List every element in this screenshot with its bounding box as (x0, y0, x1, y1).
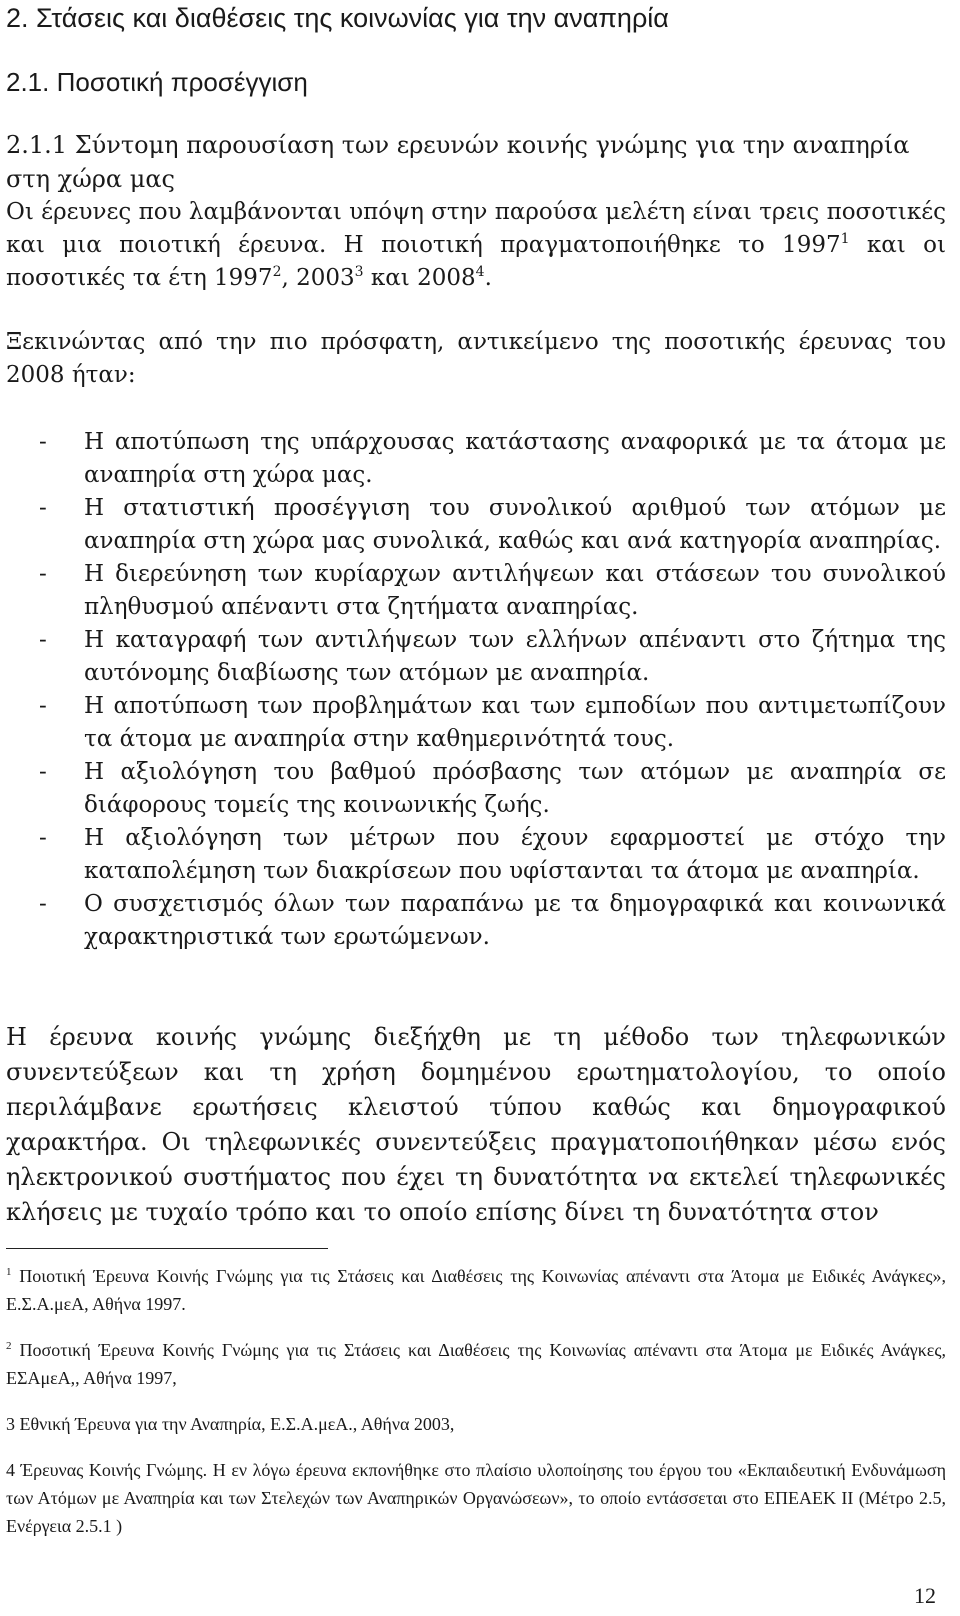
footnote-3: 3 Εθνική Έρευνα για την Αναπηρία, Ε.Σ.Α.μεΑ., Αθήνα 2003, (6, 1414, 455, 1434)
subsection-heading: 2.1. Ποσοτική προσέγγιση (6, 67, 308, 97)
dash-bullet: - (39, 693, 47, 719)
dash-bullet: - (39, 825, 47, 851)
footnote-4: 4 Έρευνας Κοινής Γνώμης. Η εν λόγω έρευνα εκπονήθηκε στο πλαίσιο υλοποίησης του έργου του «Εκπαιδευτική Ενδυνάμωση των Ατόμων με Αναπηρία και των Στελεχών των Αναπηρικών Οργανώσεων», το οποίο εντάσσεται στο ΕΠΕΑΕΚ ΙΙ (Μέτρο 2.5, Ενέργεια 2.5.1 ) (6, 1460, 946, 1536)
method-paragraph: Η έρευνα κοινής γνώμης διεξήχθη με τη μέθοδο των τηλεφωνικών συνεντεύξεων και τη χρήση δομημένου ερωτηματολογίου, το οποίο περιλάμβανε ερωτήσεις κλειστού τύπου καθώς και δημογραφικού χαρακτήρα. Οι τηλεφωνικές συνεντεύξεις πραγματοποιήθηκαν μέσω ενός ηλεκτρονικού συστήματος που έχει τη δυνατότητα να εκτελεί τηλεφωνικές κλήσεις με τυχαίο τρόπο και το οποίο επίσης δίνει τη δυνατότητα στον (6, 1023, 946, 1226)
objectives-list (6, 426, 946, 954)
section-heading: 2. Στάσεις και διαθέσεις της κοινωνίας για την αναπηρία (6, 3, 669, 33)
footnote-ref-2[interactable]: 2 (272, 264, 282, 280)
footnote-1: $^1$ Ποιοτική Έρευνα Κοινής Γνώμης για τις Στάσεις και Διαθέσεις της Κοινωνίας απέναντι στα Άτομα με Ειδικές Ανάγκες», Ε.Σ.Α.μεΑ, Αθήνα 1997. (6, 1266, 946, 1314)
dash-bullet: - (39, 495, 47, 521)
dash-bullet: - (39, 759, 47, 785)
dash-bullet: - (39, 891, 47, 917)
subsubsection-heading: 2.1.1 Σύντομη παρουσίαση των ερευνών κοινής γνώμης για την αναπηρία στη χώρα μας (6, 131, 910, 193)
list-item: - Η αξιολόγηση του βαθμού πρόσβασης των ατόμων με αναπηρία σε διάφορους τομείς της κοινωνικής ζωής. (6, 756, 946, 822)
list-item: - Η αποτύπωση της υπάρχουσας κατάστασης αναφορικά με τα άτομα με αναπηρία στη χώρα μας. (6, 426, 946, 492)
list-item: - Η αξιολόγηση των μέτρων που έχουν εφαρμοστεί με στόχο την καταπολέμηση των διακρίσεων που υφίστανται τα άτομα με αναπηρία. (6, 822, 946, 888)
footnote-separator (6, 1248, 328, 1249)
list-item: - Η στατιστική προσέγγιση του συνολικού αριθμού των ατόμων με αναπηρία στη χώρα μας συνολικά, καθώς και ανά κατηγορία αναπηρίας. (6, 492, 946, 558)
list-item: - Η αποτύπωση των προβλημάτων και των εμποδίων που αντιμετωπίζουν τα άτομα με αναπηρία στην καθημερινότητά τους. (6, 690, 946, 756)
footnote-ref-4[interactable]: 4 (475, 264, 485, 280)
page-number: 12 (914, 1583, 936, 1608)
lead-paragraph: Ξεκινώντας από την πιο πρόσφατη, αντικείμενο της ποσοτικής έρευνας του 2008 ήταν: (6, 329, 946, 388)
footnote-ref-1[interactable]: 1 (840, 231, 850, 247)
dash-bullet: - (39, 429, 47, 455)
intro-paragraph: Οι έρευνες που λαμβάνονται υπόψη στην παρούσα μελέτη είναι τρεις ποσοτικές και μια ποιοτική έρευνα. Η ποιοτική πραγματοποιήθηκε το 1997$^1$ και οι ποσοτικές τα έτη 1997$^2$, 2003$^3$ και 2008$^4$. (6, 199, 947, 291)
list-item: - Η καταγραφή των αντιλήψεων των ελλήνων απέναντι στο ζήτημα της αυτόνομης διαβίωσης των ατόμων με αναπηρία. (6, 624, 946, 690)
footnote-2: $^2$ Ποσοτική Έρευνα Κοινής Γνώμης για τις Στάσεις και Διαθέσεις της Κοινωνίας απέναντι στα Άτομα με Ειδικές Ανάγκες, ΕΣΑμεΑ,, Αθήνα 1997, (6, 1340, 946, 1388)
list-item: - Η διερεύνηση των κυρίαρχων αντιλήψεων και στάσεων του συνολικού πληθυσμού απέναντι στα ζητήματα αναπηρίας. (6, 558, 946, 624)
list-item: - Ο συσχετισμός όλων των παραπάνω με τα δημογραφικά και κοινωνικά χαρακτηριστικά των ερωτώμενων. (6, 888, 946, 954)
dash-bullet: - (39, 561, 47, 587)
footnote-ref-3[interactable]: 3 (354, 264, 364, 280)
dash-bullet: - (39, 627, 47, 653)
